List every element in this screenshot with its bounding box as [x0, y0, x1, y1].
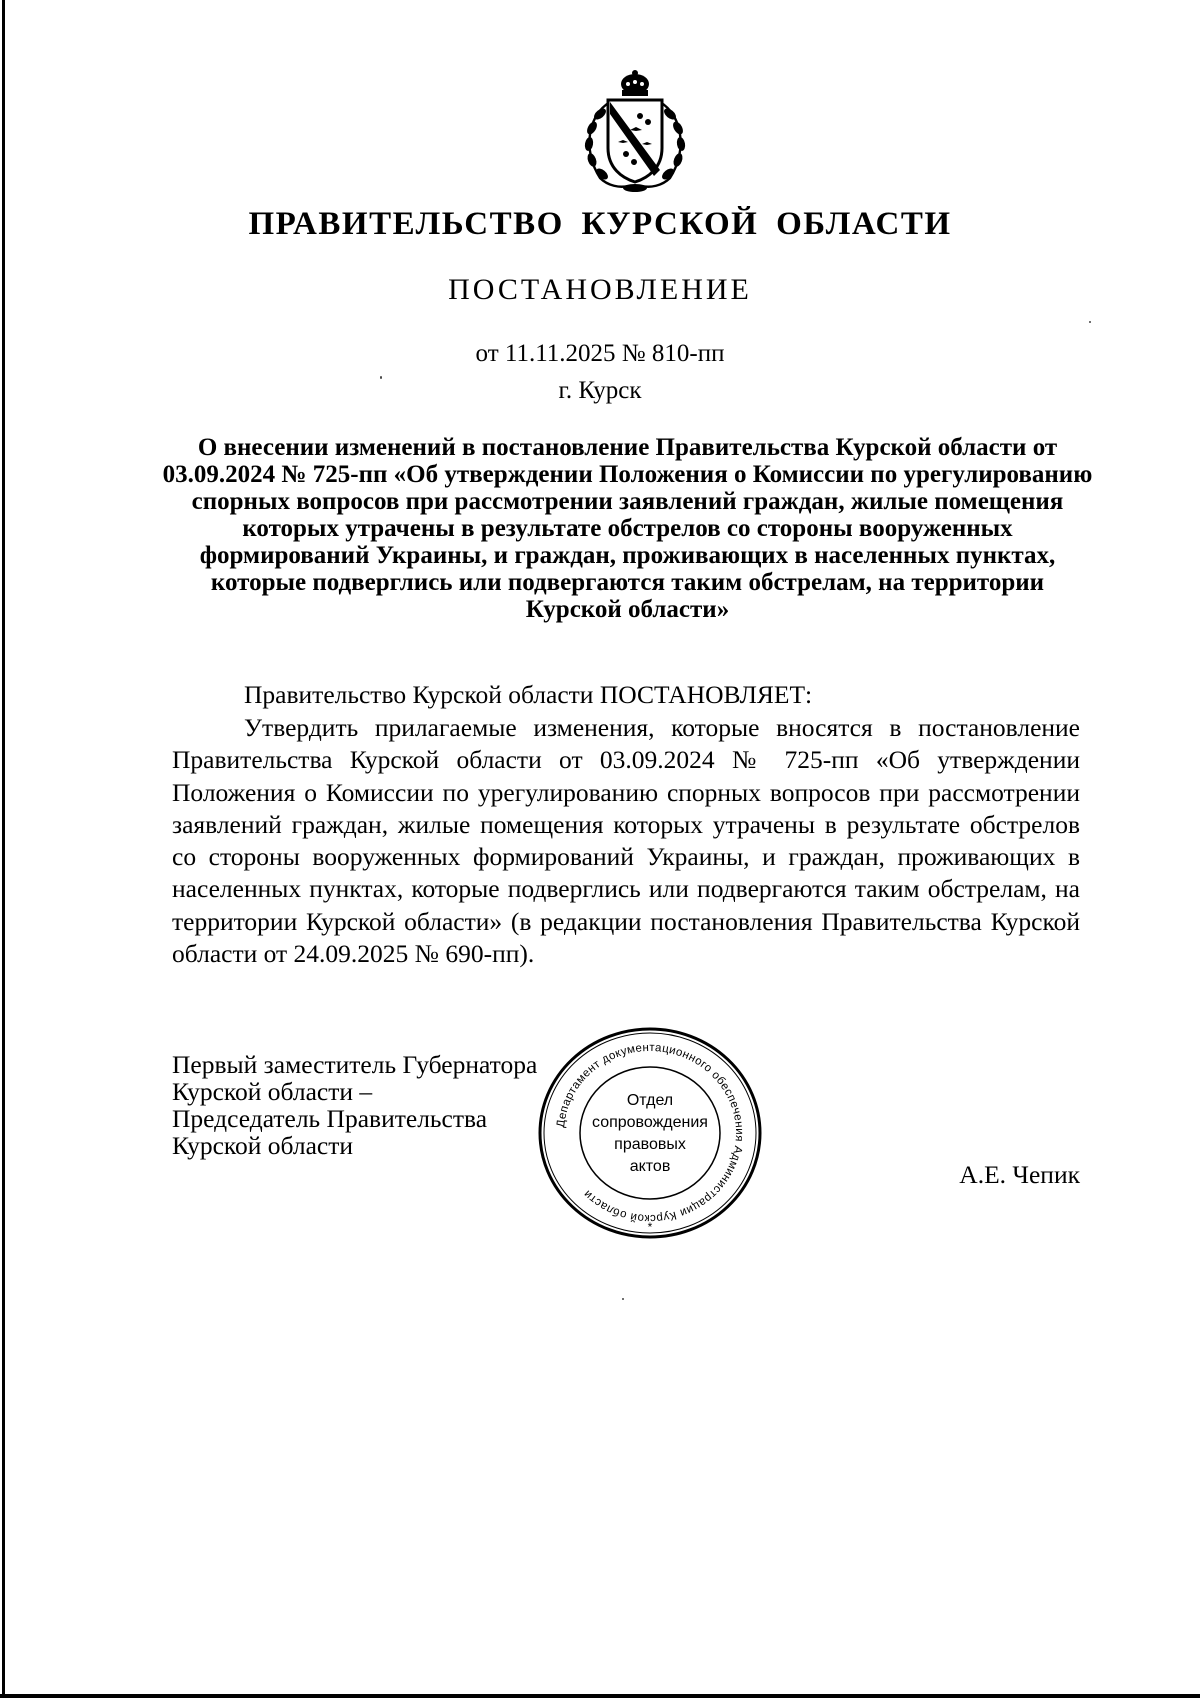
document-date-number: от 11.11.2025 № 810-пп: [475, 340, 725, 367]
signer-position-line: Курской области –: [172, 1077, 373, 1106]
organization-title: ПРАВИТЕЛЬСТВО КУРСКОЙ ОБЛАСТИ: [248, 206, 952, 242]
stamp-center: [583, 1090, 717, 1178]
resolves-line: Правительство Курской области ПОСТАНОВЛЯЕТ:: [244, 680, 813, 709]
svg-text:*: *: [647, 1220, 653, 1234]
stamp-center-line: актов: [629, 1158, 671, 1175]
stamp-center-line: правовых: [614, 1136, 686, 1153]
signer-position-line: Первый заместитель Губернатора: [172, 1050, 538, 1079]
stamp-center-line: Отдел: [626, 1092, 674, 1109]
document-city: г. Курск: [558, 377, 642, 404]
signer-name: А.Е. Чепик: [959, 1160, 1080, 1189]
coat-of-arms-icon: [570, 70, 700, 196]
scan-border-left: [2, 0, 5, 1698]
scan-speck: [1089, 321, 1091, 323]
document-subject: О внесении изменений в постановление Правительства Курской области от 03.09.2024 № 725-пп «Об утверждении Положения о Комиссии по урегулированию спорных вопросов при рассмотрении заявлений граждан, жилые помещения которых утрачены в результате обстрелов со стороны вооруженных формирований Украины, и граждан, проживающих в населенных пунктах, которые подверглись или подвергаются таким обстрелам, на территории Курской области»: [162, 434, 1093, 623]
document-type: ПОСТАНОВЛЕНИЕ: [448, 273, 752, 306]
signer-position-line: Председатель Правительства: [172, 1104, 488, 1133]
body-paragraph: Утвердить прилагаемые изменения, которые вносятся в постановление Правительства Курской области от 03.09.2024 № 725-пп «Об утверждении Положения о Комиссии по урегулированию спорных вопросов при рассмотрении заявлений граждан, жилые помещения которых утрачены в результате обстрелов со стороны вооруженных формирований Украины, и граждан, проживающих в населенных пунктах, которые подверглись или подвергаются таким обстрелам, на территории Курской области» (в редакции постановления Правительства Курской области от 24.09.2025 № 690-пп).: [172, 713, 1080, 969]
scan-speck: [622, 1298, 624, 1300]
signer-position-line: Курской области: [172, 1131, 354, 1160]
stamp-center-line: сопровождения: [592, 1114, 708, 1131]
scan-speck: [380, 376, 382, 379]
scan-border-bottom: [0, 1694, 1200, 1698]
signer-position: [172, 1051, 572, 1159]
stamp-ring-text: Департамент документационного обеспечения Администрации Курской области: [555, 1041, 746, 1225]
